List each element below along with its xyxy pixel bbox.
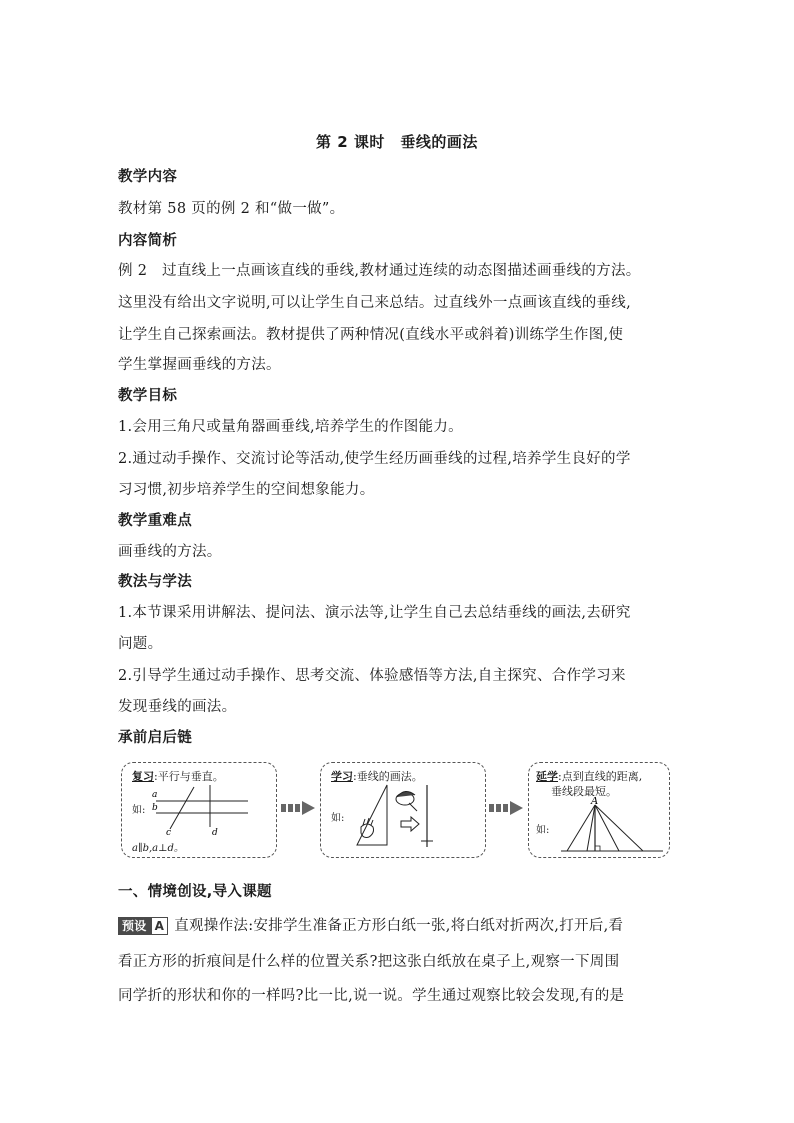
preset-tag: 预设 (118, 917, 151, 935)
analysis-line: 学生掌握画垂线的方法。 (118, 357, 281, 373)
extend-label: 延学 (536, 770, 558, 783)
extend-example-label: 如: (536, 825, 550, 836)
heading-chain: 承前启后链 (118, 730, 192, 746)
heading-methods: 教法与学法 (118, 574, 192, 590)
goal-line: 2.通过动手操作、交流讨论等活动,使学生经历画垂线的过程,培养学生良好的学 (118, 451, 631, 467)
analysis-line: 例 2 过直线上一点画该直线的垂线,教材通过连续的动态图描述画垂线的方法。 (118, 263, 641, 279)
var-b: b (152, 803, 158, 813)
review-box (121, 762, 277, 858)
extend-text-2: 垂线段最短。 (551, 785, 617, 798)
section1-heading: 一、情境创设,导入课题 (118, 884, 272, 900)
drawing-perpendicular-figure (349, 781, 477, 853)
arrow-right-icon (489, 800, 525, 816)
parallel-perpendicular-figure (152, 783, 252, 835)
heading-keypoint: 教学重难点 (118, 513, 192, 529)
preset-line-1 (118, 914, 623, 935)
preset-text: 直观操作法:安排学生准备正方形白纸一张,将白纸对折两次,打开后,看 (174, 918, 624, 934)
preset-letter: A (151, 917, 169, 935)
arrow-right-icon (281, 800, 317, 816)
learn-text: :垂线的画法。 (353, 770, 423, 783)
review-example-label: 如: (132, 805, 146, 816)
goal-line: 1.会用三角尺或量角器画垂线,培养学生的作图能力。 (118, 419, 463, 435)
preset-line: 同学折的形状和你的一样吗?比一比,说一说。学生通过观察比较会发现,有的是 (118, 988, 625, 1004)
review-label: 复习 (132, 770, 154, 783)
point-A-label: A (591, 797, 599, 807)
shortest-distance-figure (559, 797, 667, 855)
content-text: 教材第 58 页的例 2 和“做一做”。 (118, 201, 345, 217)
analysis-line: 这里没有给出文字说明,可以让学生自己来总结。过直线外一点画该直线的垂线, (118, 295, 632, 311)
learn-example-label: 如: (331, 813, 345, 824)
goal-line: 习习惯,初步培养学生的空间想象能力。 (118, 482, 375, 498)
review-heading (132, 768, 224, 784)
learn-label: 学习 (331, 770, 353, 783)
heading-content: 教学内容 (118, 169, 178, 185)
extend-heading (536, 768, 642, 784)
extend-text-1: :点到直线的距离, (558, 770, 643, 783)
analysis-line: 让学生自己探索画法。教材提供了两种情况(直线水平或斜着)训练学生作图,使 (118, 327, 624, 343)
method-line: 1.本节课采用讲解法、提问法、演示法等,让学生自己去总结垂线的画法,去研究 (118, 605, 631, 621)
var-d: d (212, 828, 218, 835)
review-text: :平行与垂直。 (154, 770, 224, 783)
extend-box (528, 762, 670, 858)
heading-analysis: 内容简析 (118, 233, 178, 249)
var-c: c (166, 828, 172, 835)
heading-goals: 教学目标 (118, 388, 178, 404)
method-line: 发现垂线的画法。 (118, 699, 237, 715)
review-caption: a∥b,a⊥d。 (132, 843, 184, 854)
preset-line: 看正方形的折痕间是什么样的位置关系?把这张白纸放在桌子上,观察一下周围 (118, 954, 620, 970)
var-a: a (152, 790, 158, 800)
keypoint-text: 画垂线的方法。 (118, 544, 222, 560)
page-title: 第 2 课时 垂线的画法 (316, 133, 478, 151)
method-line: 问题。 (118, 636, 163, 652)
learn-box (320, 762, 486, 858)
method-line: 2.引导学生通过动手操作、思考交流、体验感悟等方法,自主探究、合作学习来 (118, 668, 626, 684)
